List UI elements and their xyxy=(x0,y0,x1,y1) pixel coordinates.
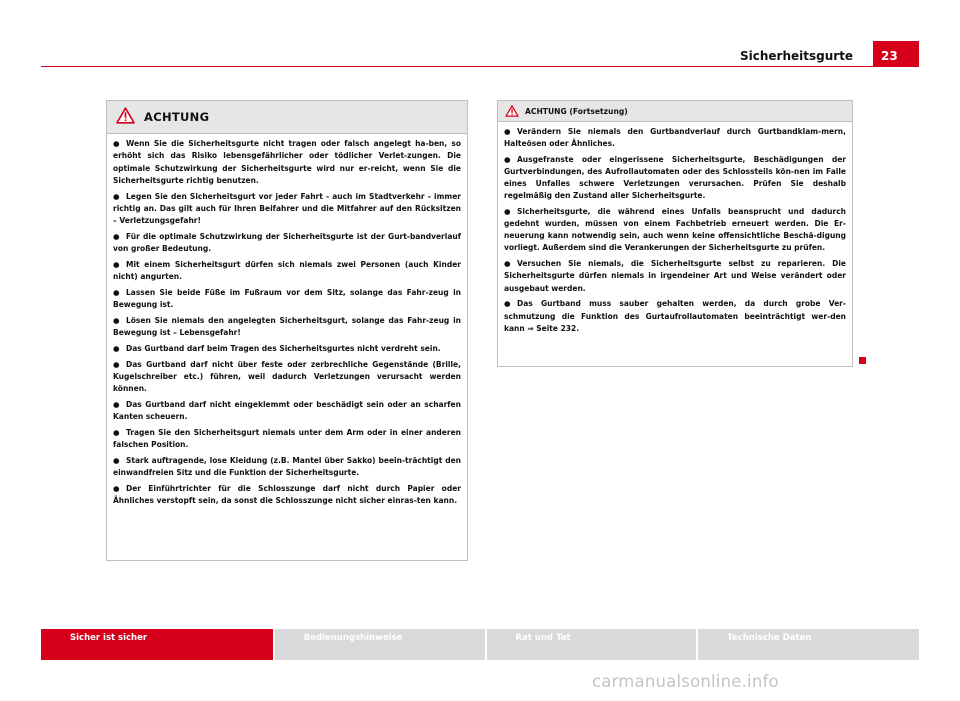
footer-tab-rat-und-tat[interactable]: Rat und Tat xyxy=(487,629,697,660)
warning-item: ● Stark auftragende, lose Kleidung (z.B. Mantel über Sakko) beein-trächtigt den einwandfreien Sitz und die Funktion der Sicherheitsgurte. xyxy=(113,455,461,477)
warning-box-header xyxy=(498,101,852,122)
bullet: ● xyxy=(113,287,120,297)
warning-item: ● Der Einführtrichter für die Schlosszunge darf nicht durch Papier oder Ähnliches verstopft sein, da sonst die Schlosszunge nicht sicher einras-ten kann. xyxy=(113,483,461,505)
bullet: ● xyxy=(504,154,511,164)
bullet: ● xyxy=(113,191,120,201)
footer-tab-bedienungshinweise[interactable]: Bedienungshinweise xyxy=(275,629,485,660)
bullet: ● xyxy=(504,259,511,269)
bullet: ● xyxy=(504,299,511,309)
warning-item: ● Tragen Sie den Sicherheitsgurt niemals unter dem Arm oder in einer anderen falschen Position. xyxy=(113,427,461,449)
warning-list xyxy=(107,134,467,507)
warning-item: ● Das Gurtband darf beim Tragen des Sicherheitsgurtes nicht verdreht sein. xyxy=(113,343,461,355)
warning-item: ● Legen Sie den Sicherheitsgurt vor jeder Fahrt - auch im Stadtverkehr - immer richtig an. Das gilt auch für Ihren Beifahrer und die Mitfahrer auf den Rücksitzen – Verletzungsgefahr! xyxy=(113,191,461,225)
bullet: ● xyxy=(113,359,120,369)
warning-item: ● Das Gurtband darf nicht über feste oder zerbrechliche Gegenstände (Brille, Kugelschreiber etc.) führen, weil dadurch Verletzungen verursacht werden können. xyxy=(113,359,461,393)
warning-box-header xyxy=(107,101,467,134)
warning-item: ● Sicherheitsgurte, die während eines Unfalls beansprucht und dadurch gedehnt wurden, müssen von einem Fachbetrieb erneuert werden. Die Er-neuerung kann notwendig sein, auch wenn keine offensichtliche Beschä-digung vorliegt. Außerdem sind die Verankerungen der Sicherheitsgurte zu prüfen. xyxy=(504,207,846,253)
warning-triangle-icon xyxy=(116,107,135,128)
warning-item: ● Mit einem Sicherheitsgurt dürfen sich niemals zwei Personen (auch Kinder nicht) angurten. xyxy=(113,259,461,281)
page-number-box xyxy=(873,41,919,67)
warning-title: ACHTUNG xyxy=(144,110,210,124)
warning-item: ● Lösen Sie niemals den angelegten Sicherheitsgurt, solange das Fahr-zeug in Bewegung ist – Lebensgefahr! xyxy=(113,315,461,337)
bullet: ● xyxy=(113,139,120,148)
watermark: carmanualsonline.info xyxy=(592,672,779,691)
section-end-marker xyxy=(859,357,866,364)
bullet: ● xyxy=(113,343,120,353)
warning-item: ● Wenn Sie die Sicherheitsgurte nicht tragen oder falsch angelegt ha-ben, so erhöht sich das Risiko lebensgefährlicher oder tödlicher Verlet-zungen. Die optimale Schutzwirkung der Sicherheitsgurte wird nur er-reicht, wenn Sie die Sicherheitsgurte richtig benutzen. xyxy=(113,139,461,185)
warning-item: ● Lassen Sie beide Füße im Fußraum vor dem Sitz, solange das Fahr-zeug in Bewegung ist. xyxy=(113,287,461,309)
bullet: ● xyxy=(504,127,511,136)
warning-box-left xyxy=(106,100,468,561)
warning-item: ● Das Gurtband darf nicht eingeklemmt oder beschädigt sein oder an scharfen Kanten scheuern. xyxy=(113,399,461,421)
footer-nav xyxy=(41,629,919,660)
warning-list xyxy=(498,122,852,335)
warning-triangle-icon xyxy=(505,102,519,121)
footer-tab-technische-daten[interactable]: Technische Daten xyxy=(698,629,919,660)
warning-item: ● Für die optimale Schutzwirkung der Sicherheitsgurte ist der Gurt-bandverlauf von großer Bedeutung. xyxy=(113,231,461,253)
warning-box-right xyxy=(497,100,853,367)
warning-item: ● Ausgefranste oder eingerissene Sicherheitsgurte, Beschädigungen der Gurtverbindungen, des Aufrollautomaten oder des Schlossteils kön-nen im Falle eines Unfalles schwere Verletzungen verursachen. Prüfen Sie deshalb regelmäßig den Zustand aller Sicherheitsgurte. xyxy=(504,154,846,201)
bullet: ● xyxy=(113,455,120,465)
bullet: ● xyxy=(113,427,120,437)
warning-item: ● Verändern Sie niemals den Gurtbandverlauf durch Gurtbandklam-mern, Halteösen oder Ähnliches. xyxy=(504,127,846,149)
footer-tab-sicher-ist-sicher[interactable]: Sicher ist sicher xyxy=(41,629,273,660)
page-number: 23 xyxy=(881,49,898,63)
bullet: ● xyxy=(113,259,120,269)
bullet: ● xyxy=(113,315,120,325)
bullet: ● xyxy=(504,207,511,217)
warning-item: ● Das Gurtband muss sauber gehalten werden, da durch grobe Ver-schmutzung die Funktion des Gurtaufrollautomaten beeinträchtigt wer-den kann ⇒ Seite 232. xyxy=(504,299,846,333)
warning-item: ● Versuchen Sie niemals, die Sicherheitsgurte selbst zu reparieren. Die Sicherheitsgurte dürfen niemals in irgendeiner Art und Weise verändert oder ausgebaut werden. xyxy=(504,259,846,293)
bullet: ● xyxy=(113,399,120,409)
bullet: ● xyxy=(113,483,120,493)
bullet: ● xyxy=(113,231,120,241)
header-rule xyxy=(41,66,919,67)
page-header-title: Sicherheitsgurte xyxy=(740,49,854,63)
warning-title: ACHTUNG (Fortsetzung) xyxy=(525,106,628,116)
